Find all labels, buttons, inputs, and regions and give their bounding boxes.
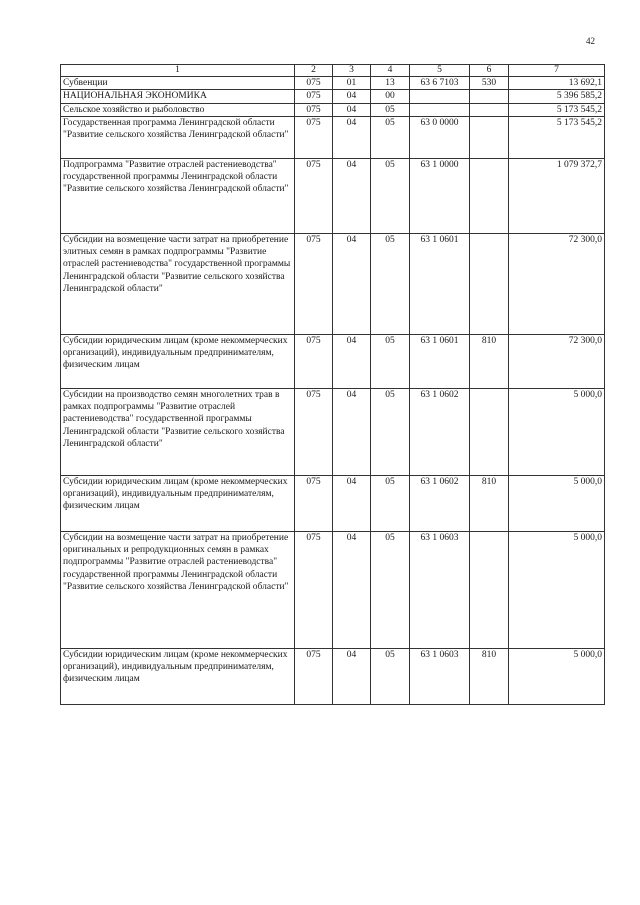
row-col-5: 63 1 0602 <box>410 475 470 531</box>
header-col-6: 6 <box>470 65 509 77</box>
row-amount: 5 000,0 <box>509 648 605 704</box>
row-amount: 5 000,0 <box>509 531 605 648</box>
row-col-3: 04 <box>333 531 371 648</box>
row-col-6 <box>470 388 509 475</box>
row-col-2: 075 <box>295 648 333 704</box>
header-col-4: 4 <box>371 65 410 77</box>
table-row <box>61 90 605 103</box>
row-name: Подпрограмма "Развитие отраслей растениеводства" государственной программы Ленинградской области "Развитие сельского хозяйства Ленинградской области" <box>61 158 295 233</box>
row-col-6: 810 <box>470 334 509 388</box>
row-col-3: 04 <box>333 233 371 334</box>
budget-table <box>60 64 605 705</box>
header-col-5: 5 <box>410 65 470 77</box>
row-col-4: 00 <box>371 90 410 103</box>
table-row <box>61 158 605 233</box>
table-row <box>61 334 605 388</box>
row-col-6 <box>470 158 509 233</box>
row-col-2: 075 <box>295 103 333 116</box>
row-col-2: 075 <box>295 475 333 531</box>
row-col-4: 05 <box>371 103 410 116</box>
row-col-6 <box>470 116 509 158</box>
row-col-6: 530 <box>470 77 509 90</box>
row-amount: 5 000,0 <box>509 388 605 475</box>
row-col-5: 63 1 0602 <box>410 388 470 475</box>
header-col-2: 2 <box>295 65 333 77</box>
table-row <box>61 103 605 116</box>
row-name: Сельское хозяйство и рыболовство <box>61 103 295 116</box>
row-col-6: 810 <box>470 648 509 704</box>
row-col-5: 63 1 0601 <box>410 334 470 388</box>
row-amount: 5 396 585,2 <box>509 90 605 103</box>
row-col-2: 075 <box>295 116 333 158</box>
row-col-6: 810 <box>470 475 509 531</box>
row-col-3: 04 <box>333 388 371 475</box>
row-col-6 <box>470 90 509 103</box>
row-col-3: 04 <box>333 158 371 233</box>
row-col-2: 075 <box>295 388 333 475</box>
row-amount: 72 300,0 <box>509 233 605 334</box>
row-col-2: 075 <box>295 77 333 90</box>
row-name: Субсидии юридическим лицам (кроме некоммерческих организаций), индивидуальным предпринимателям, физическим лицам <box>61 334 295 388</box>
row-col-5: 63 6 7103 <box>410 77 470 90</box>
row-col-6 <box>470 233 509 334</box>
row-col-2: 075 <box>295 90 333 103</box>
table-header-row <box>61 65 605 77</box>
row-col-4: 13 <box>371 77 410 90</box>
row-col-4: 05 <box>371 158 410 233</box>
row-name: Субсидии на производство семян многолетних трав в рамках подпрограммы "Развитие отраслей растениеводства" государственной программы Ленинградской области "Развитие сельского хозяйства Ленинградской области" <box>61 388 295 475</box>
row-col-6 <box>470 103 509 116</box>
row-col-5: 63 1 0603 <box>410 531 470 648</box>
row-col-3: 04 <box>333 116 371 158</box>
row-col-5: 63 1 0601 <box>410 233 470 334</box>
table-row <box>61 77 605 90</box>
row-col-4: 05 <box>371 334 410 388</box>
row-col-3: 04 <box>333 475 371 531</box>
row-col-4: 05 <box>371 388 410 475</box>
row-name: Субсидии юридическим лицам (кроме некоммерческих организаций), индивидуальным предпринимателям, физическим лицам <box>61 648 295 704</box>
row-col-5 <box>410 103 470 116</box>
row-col-3: 04 <box>333 103 371 116</box>
table-row <box>61 116 605 158</box>
row-col-4: 05 <box>371 531 410 648</box>
row-col-2: 075 <box>295 334 333 388</box>
row-col-3: 04 <box>333 334 371 388</box>
table-row <box>61 531 605 648</box>
row-amount: 72 300,0 <box>509 334 605 388</box>
row-col-2: 075 <box>295 531 333 648</box>
table-row <box>61 388 605 475</box>
row-col-3: 04 <box>333 648 371 704</box>
row-col-6 <box>470 531 509 648</box>
row-amount: 5 000,0 <box>509 475 605 531</box>
row-col-5: 63 1 0000 <box>410 158 470 233</box>
row-name: НАЦИОНАЛЬНАЯ ЭКОНОМИКА <box>61 90 295 103</box>
row-col-4: 05 <box>371 233 410 334</box>
header-col-1: 1 <box>61 65 295 77</box>
row-col-4: 05 <box>371 116 410 158</box>
row-amount: 1 079 372,7 <box>509 158 605 233</box>
table-row <box>61 233 605 334</box>
row-col-5: 63 0 0000 <box>410 116 470 158</box>
header-col-7: 7 <box>509 65 605 77</box>
row-amount: 13 692,1 <box>509 77 605 90</box>
page-number: 42 <box>586 36 595 46</box>
row-name: Государственная программа Ленинградской области "Развитие сельского хозяйства Ленинградской области" <box>61 116 295 158</box>
row-col-5 <box>410 90 470 103</box>
row-col-2: 075 <box>295 158 333 233</box>
header-col-3: 3 <box>333 65 371 77</box>
row-col-3: 01 <box>333 77 371 90</box>
row-amount: 5 173 545,2 <box>509 103 605 116</box>
row-col-4: 05 <box>371 475 410 531</box>
table-row <box>61 475 605 531</box>
row-name: Субсидии на возмещение части затрат на приобретение оригинальных и репродукционных семян в рамках подпрограммы "Развитие отраслей растениеводства" государственной программы Ленинградской области "Развитие сельского хозяйства Ленинградской области" <box>61 531 295 648</box>
row-name: Субсидии на возмещение части затрат на приобретение элитных семян в рамках подпрограммы "Развитие отраслей растениеводства" государственной программы Ленинградской области "Развитие сельского хозяйства Ленинградской области" <box>61 233 295 334</box>
row-amount: 5 173 545,2 <box>509 116 605 158</box>
table-row <box>61 648 605 704</box>
row-col-5: 63 1 0603 <box>410 648 470 704</box>
row-col-3: 04 <box>333 90 371 103</box>
row-name: Субсидии юридическим лицам (кроме некоммерческих организаций), индивидуальным предпринимателям, физическим лицам <box>61 475 295 531</box>
row-name: Субвенции <box>61 77 295 90</box>
row-col-4: 05 <box>371 648 410 704</box>
row-col-2: 075 <box>295 233 333 334</box>
